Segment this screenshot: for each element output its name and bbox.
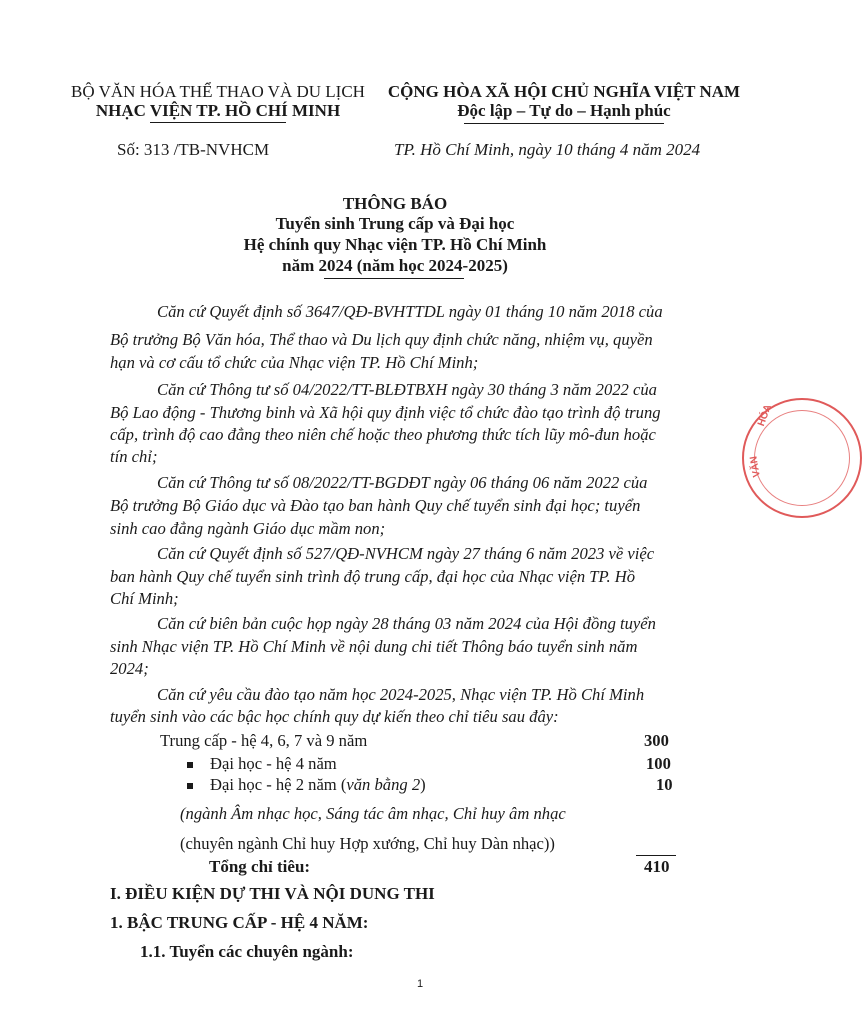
motto-underline [464,123,664,124]
quota-note-2: (chuyên ngành Chỉ huy Hợp xướng, Chỉ huy Dàn nhạc)) [180,834,555,853]
bullet-dh4 [187,762,193,768]
basis-2-line-2: Bộ Lao động - Thương binh và Xã hội quy định việc tổ chức đào tạo trình độ trung [110,403,661,422]
quota-dh2-label-b: văn bằng 2 [346,775,421,794]
quota-dh2-label-a: Đại học - hệ 2 năm ( [210,775,347,794]
quota-dh2-value: 10 [656,775,673,794]
quota-total-value: 410 [644,857,670,876]
basis-5-line-3: 2024; [110,659,149,678]
official-seal-text-top: HÓA [756,403,774,428]
place-date: TP. Hồ Chí Minh, ngày 10 tháng 4 năm 2024 [394,140,701,159]
official-seal-inner-ring [754,410,850,506]
basis-1-line-1: Căn cứ Quyết định số 3647/QĐ-BVHTTDL ngày 01 tháng 10 năm 2018 của [157,302,663,321]
basis-3-line-2: Bộ trưởng Bộ Giáo dục và Đào tạo ban hành Quy chế tuyển sinh đại học; tuyển [110,496,641,515]
basis-2-line-1: Căn cứ Thông tư số 04/2022/TT-BLĐTBXH ngày 30 tháng 3 năm 2022 của [157,380,657,399]
title-underline [324,278,464,279]
basis-6-line-2: tuyển sinh vào các bậc học chính quy dự kiến theo chỉ tiêu sau đây: [110,707,559,726]
notice-subtitle-3: năm 2024 (năm học 2024-2025) [282,256,508,275]
notice-title: THÔNG BÁO [342,194,448,213]
quota-trung-cap-label: Trung cấp - hệ 4, 6, 7 và 9 năm [160,731,368,750]
basis-3-line-1: Căn cứ Thông tư số 08/2022/TT-BGDĐT ngày 06 tháng 06 năm 2022 của [157,473,648,492]
page-number: 1 [416,978,424,990]
notice-subtitle-2: Hệ chính quy Nhạc viện TP. Hồ Chí Minh [243,235,547,254]
ministry-name: BỘ VĂN HÓA THỂ THAO VÀ DU LỊCH [71,82,365,101]
quota-dh2-label [210,775,426,795]
institution-name: NHẠC VIỆN TP. HỒ CHÍ MINH [95,101,341,120]
basis-1-line-2: Bộ trưởng Bộ Văn hóa, Thể thao và Du lịch quy định chức năng, nhiệm vụ, quyền [110,330,653,349]
institution-underline [150,122,286,123]
basis-4-line-2: ban hành Quy chế tuyển sinh trình độ trung cấp, đại học của Nhạc viện TP. Hồ [110,567,636,586]
basis-6-line-1: Căn cứ yêu cầu đào tạo năm học 2024-2025, Nhạc viện TP. Hồ Chí Minh [157,685,645,704]
basis-3-line-3: sinh cao đẳng ngành Giáo dục mầm non; [110,519,386,538]
section-1-heading: I. ĐIỀU KIỆN DỰ THI VÀ NỘI DUNG THI [110,884,435,903]
quota-dh2-label-c: ) [420,775,426,794]
basis-1-line-3: hạn và cơ cấu tổ chức của Nhạc viện TP. Hồ Chí Minh; [110,353,479,372]
national-motto: Độc lập – Tự do – Hạnh phúc [457,101,671,120]
quota-trung-cap-value: 300 [644,731,669,750]
basis-4-line-3: Chí Minh; [110,589,179,608]
section-1-1-heading: 1. BẬC TRUNG CẤP - HỆ 4 NĂM: [110,913,369,932]
total-rule [636,855,676,856]
notice-subtitle-1: Tuyển sinh Trung cấp và Đại học [275,214,515,233]
section-1-1-1-heading: 1.1. Tuyển các chuyên ngành: [140,942,354,961]
quota-dh4-value: 100 [646,754,671,773]
basis-2-line-4: tín chỉ; [110,447,158,466]
basis-5-line-1: Căn cứ biên bản cuộc họp ngày 28 tháng 03 năm 2024 của Hội đồng tuyển [157,614,656,633]
quota-total-label: Tổng chỉ tiêu: [209,857,311,876]
basis-4-line-1: Căn cứ Quyết định số 527/QĐ-NVHCM ngày 27 tháng 6 năm 2023 về việc [157,544,655,563]
republic-name: CỘNG HÒA XÃ HỘI CHỦ NGHĨA VIỆT NAM [387,82,741,101]
document-number: Số: 313 /TB-NVHCM [117,140,270,159]
quota-note-1: (ngành Âm nhạc học, Sáng tác âm nhạc, Chỉ huy âm nhạc [180,804,566,823]
bullet-dh2 [187,783,193,789]
official-seal [742,398,862,518]
quota-dh4-label: Đại học - hệ 4 năm [210,754,337,773]
basis-5-line-2: sinh Nhạc viện TP. Hồ Chí Minh về nội dung chi tiết Thông báo tuyển sinh năm [110,637,638,656]
official-seal-text-side: VĂN [748,455,763,478]
basis-2-line-3: cấp, trình độ cao đẳng theo niên chế hoặc theo phương thức tích lũy mô-đun hoặc [110,425,656,444]
